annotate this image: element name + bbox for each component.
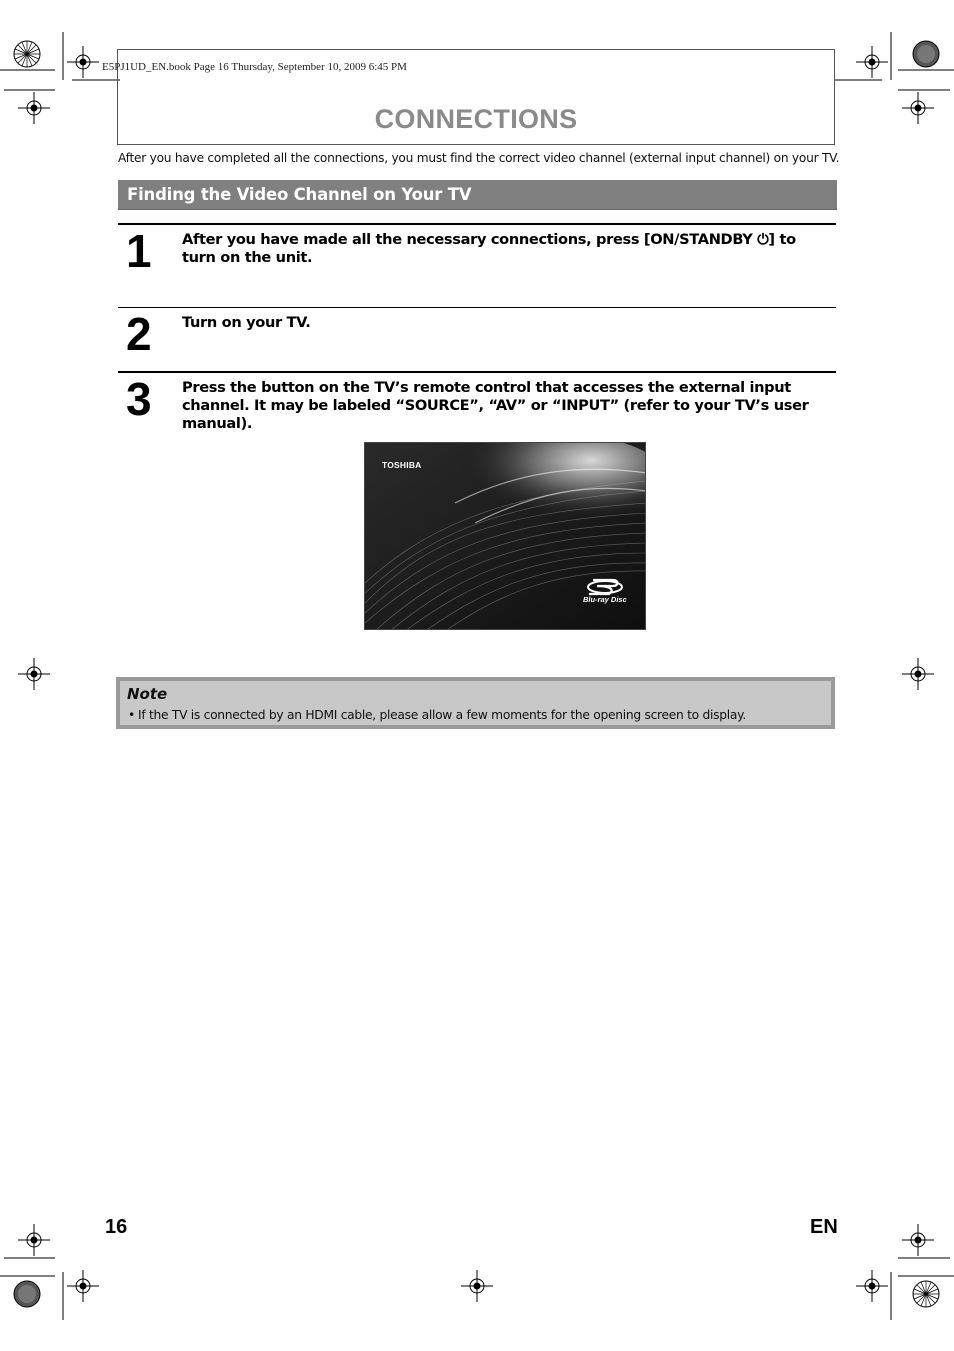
intro-text: After you have completed all the connections, you must find the correct video channel (external input channel) on your TV. [118,151,840,165]
language-code: EN [810,1216,838,1238]
book-info: E5PJ1UD_EN.book Page 16 Thursday, September 10, 2009 6:45 PM [102,61,407,73]
section-header [118,180,837,210]
step-2 [118,307,836,372]
note-box [116,677,835,729]
note-item [128,708,746,722]
step-text: After you have made all the necessary connections, press [ON/STANDBY ⏻] to turn on the unit. [182,231,796,266]
page-title: CONNECTIONS [374,104,578,134]
step-number: 1 [126,225,152,277]
step-3 [118,371,836,443]
step-text: Turn on your TV. [182,314,311,331]
step-1 [118,223,836,309]
step-number: 2 [126,308,152,360]
bullet: • [128,708,135,722]
step-number: 3 [126,373,152,425]
tv-opening-screen [364,442,646,630]
page-number: 16 [105,1216,128,1238]
bluray-logo-text: Blu-ray Disc [583,595,627,604]
step-text: Press the button on the TV’s remote control that accesses the external input channel. It may be labeled “SOURCE”, “AV” or “INPUT” (refer to your TV’s user manual). [182,379,809,432]
brand-logo: TOSHIBA [382,460,422,470]
note-item-text: If the TV is connected by an HDMI cable, please allow a few moments for the opening screen to display. [138,708,746,722]
note-title: Note [127,685,168,703]
section-title: Finding the Video Channel on Your TV [127,185,472,204]
